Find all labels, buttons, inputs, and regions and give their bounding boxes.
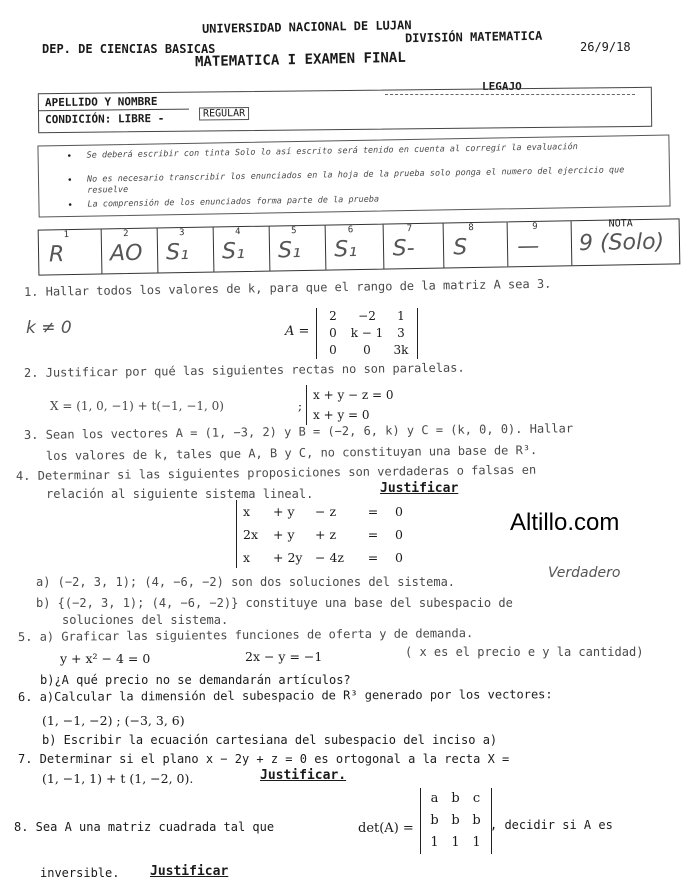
score-cell-mark: S₁: [334, 237, 358, 263]
score-cell: [39, 229, 103, 274]
matrix-cell: 0: [329, 343, 337, 357]
exercise-2-system: [306, 385, 394, 425]
score-cell-mark: S₁: [277, 238, 302, 264]
score-cell: [269, 226, 327, 271]
exercise-5-b: b)¿A qué precio no se demandarán artículos?: [40, 673, 351, 687]
system-term: − z: [315, 504, 337, 519]
exercise-4-line-2: relación al siguiente sistema lineal.: [46, 487, 314, 501]
bullet-icon: •: [66, 151, 73, 163]
exercise-5-line-1: 5. a) Graficar las siguientes funciones de oferta y de demanda.: [17, 626, 474, 644]
watermark: Altillo.com: [510, 509, 620, 536]
legajo-label: LEGAJO: [482, 80, 522, 93]
exercise-7-line-2: (1, −1, 1) + t (1, −2, 0).: [42, 771, 194, 786]
score-cell: [443, 222, 509, 267]
score-cell-number: 4: [235, 227, 241, 238]
score-cell: [157, 228, 215, 273]
matrix-row: [319, 325, 415, 342]
score-cell-number: 3: [179, 228, 185, 239]
exercise-4-a: a) (−2, 3, 1); (4, −6, −2) son dos soluciones del sistema.: [36, 575, 456, 589]
system-term: 0: [395, 504, 403, 519]
score-cell-number: 5: [291, 226, 297, 237]
bullet-icon: •: [67, 200, 73, 212]
system-term: 0: [395, 527, 403, 542]
matrix-cell: 1: [430, 835, 439, 850]
score-cell-number: 1: [63, 230, 70, 241]
matrix-cell: 3k: [393, 343, 409, 357]
det-matrix: [420, 788, 492, 854]
exercise-7-justify: Justificar.: [260, 768, 347, 783]
system-term: + 2y: [273, 550, 303, 565]
score-cell-mark: R: [48, 242, 65, 268]
exercise-4-a-handwritten: Verdadero: [548, 565, 621, 581]
name-divider: [39, 109, 189, 112]
score-cell-mark: S₁: [221, 238, 246, 265]
score-cell-number: 9: [532, 221, 538, 232]
system-term: =: [367, 504, 379, 519]
nota-value: 9 (Solo): [578, 229, 665, 257]
score-cell-mark: AO: [109, 240, 143, 267]
system-term: + y: [273, 504, 295, 519]
matrix-cell: 3: [397, 326, 405, 340]
matrix-cell: b: [451, 813, 460, 828]
score-cell-mark: S₁: [165, 239, 190, 266]
exercise-4-system: [236, 500, 411, 568]
matrix-cell: b: [472, 813, 481, 828]
exercise-6-b: b) Escribir la ecuación cartesiana del subespacio del inciso a): [42, 733, 498, 747]
exercise-2-line: X = (1, 0, −1) + t(−1, −1, 0): [50, 399, 224, 413]
score-cell-number: 2: [123, 229, 129, 240]
score-cell: [383, 224, 445, 269]
exercise-4-b-line-2: soluciones del sistema.: [62, 613, 229, 627]
exercise-1-text: 1. Hallar todos los valores de k, para que el rango de la matriz A sea 3.: [23, 276, 552, 299]
student-info-box: [38, 87, 652, 133]
system-term: 0: [395, 550, 403, 565]
system-term: − 4z: [315, 550, 344, 565]
instructions-box: [37, 134, 670, 217]
exercise-8-prefix: 8. Sea A una matriz cuadrada tal que: [14, 820, 275, 834]
exercise-6-line-1: 6. a)Calcular la dimensión del subespacio de R³ generado por los vectores:: [17, 687, 553, 704]
department-name: DEP. DE CIENCIAS BASICAS: [42, 42, 216, 56]
exercise-8-line-2: inversible.: [40, 866, 120, 880]
exercise-3-line-1: 3. Sean los vectores A = (1, −3, 2) y B = (−2, 6, k) y C = (k, 0, 0). Hallar: [23, 421, 574, 442]
exercise-4-line-1: 4. Determinar si las siguientes proposiciones son verdaderas o falsas en: [15, 462, 537, 483]
matrix-cell: b: [430, 813, 439, 828]
exercise-8-suffix: , decidir si A es: [490, 818, 613, 832]
system-equation: x + y − z = 0: [313, 388, 394, 402]
matrix-cell: 1: [472, 835, 481, 850]
system-row: [243, 523, 411, 546]
exercise-7-line-1: 7. Determinar si el plano x − 2y + z = 0 es ortogonal a la recta X =: [18, 752, 510, 766]
exercise-2-text: 2. Justificar por qué las siguientes rectas no son paralelas.: [23, 360, 465, 380]
division-name: DIVISIÓN MATEMATICA: [404, 28, 543, 46]
exam-title: MATEMATICA I EXAMEN FINAL: [194, 49, 406, 71]
system-term: + z: [315, 527, 337, 542]
nota-cell: [571, 219, 680, 265]
exercise-6-vectors: (1, −1, −2) ; (−3, 3, 6): [42, 713, 185, 728]
condition-label: CONDICIÓN: LIBRE -: [45, 111, 165, 127]
matrix-cell: k − 1: [350, 326, 384, 340]
matrix-row: [319, 308, 415, 325]
name-label: APELLIDO Y NOMBRE: [44, 94, 158, 110]
matrix-row: [424, 810, 488, 832]
exercise-1-handwritten: k ≠ 0: [26, 318, 72, 338]
nota-label: NOTA: [608, 218, 633, 230]
matrix-cell: b: [451, 791, 460, 806]
score-cell-number: 6: [347, 225, 354, 236]
det-label: det(A) =: [358, 821, 414, 836]
score-cell-number: 8: [468, 222, 474, 234]
score-cell-number: 7: [406, 224, 413, 235]
score-cell: [213, 227, 271, 272]
score-cell: [325, 225, 385, 270]
exercise-4-justify: Justificar: [380, 481, 459, 496]
exercise-4-b-line-1: b) {(−2, 3, 1); (4, −6, −2)} constituye una base del subespacio de: [36, 596, 513, 610]
exercise-2-semicolon: ;: [298, 399, 303, 413]
score-cell: [101, 229, 159, 274]
score-cell: [507, 221, 573, 266]
matrix-cell: −2: [358, 309, 376, 323]
bullet-icon: •: [66, 175, 73, 187]
matrix-cell: 1: [451, 835, 460, 850]
matrix-row: [424, 788, 488, 810]
matrix-cell: c: [472, 791, 481, 806]
system-term: =: [367, 527, 379, 542]
matrix-row: [424, 832, 488, 854]
condition-regular-option: REGULAR: [199, 107, 249, 121]
exercise-5-eq-1: y + x² − 4 = 0: [60, 651, 151, 666]
system-row: [243, 546, 411, 569]
score-cell-mark: —: [517, 233, 540, 260]
matrix-cell: 2: [329, 309, 337, 323]
system-term: + y: [273, 527, 295, 542]
exam-date: 26/9/18: [580, 40, 631, 54]
score-grid: [38, 218, 681, 275]
matrix-row: [319, 342, 415, 359]
instruction-3: La comprensión de los enunciados forma parte de la prueba: [87, 194, 380, 210]
matrix-a-label: A =: [285, 324, 310, 339]
score-cell-mark: S: [453, 235, 468, 261]
system-equation: x + y = 0: [313, 408, 370, 422]
matrix-a: [316, 308, 418, 359]
exercise-5-eq-2: 2x − y = −1: [245, 649, 323, 664]
instruction-1: Se deberá escribir con tinta Solo lo así escrito será tenido en cuenta al corregir la evaluación: [86, 142, 578, 161]
system-row: [243, 500, 411, 523]
score-cell-mark: S-: [392, 236, 415, 262]
exercise-3-line-2: los valores de k, tales que A, B y C, no constituyan una base de R³.: [45, 442, 538, 463]
system-term: x: [243, 550, 251, 565]
exercise-8-justify: Justificar: [150, 864, 229, 879]
matrix-cell: 1: [397, 309, 405, 323]
matrix-cell: 0: [363, 343, 371, 357]
instruction-2: No es necesario transcribir los enunciados en la hoja de la prueba solo ponga el numero del ejercicio que resuelve: [86, 165, 625, 196]
university-name: UNIVERSIDAD NACIONAL DE LUJAN: [201, 18, 412, 36]
system-term: =: [367, 550, 379, 565]
system-term: 2x: [243, 527, 259, 542]
matrix-cell: a: [430, 791, 439, 806]
system-term: x: [243, 504, 251, 519]
matrix-cell: 0: [329, 326, 337, 340]
exercise-5-note: ( x es el precio e y la cantidad): [405, 645, 644, 659]
